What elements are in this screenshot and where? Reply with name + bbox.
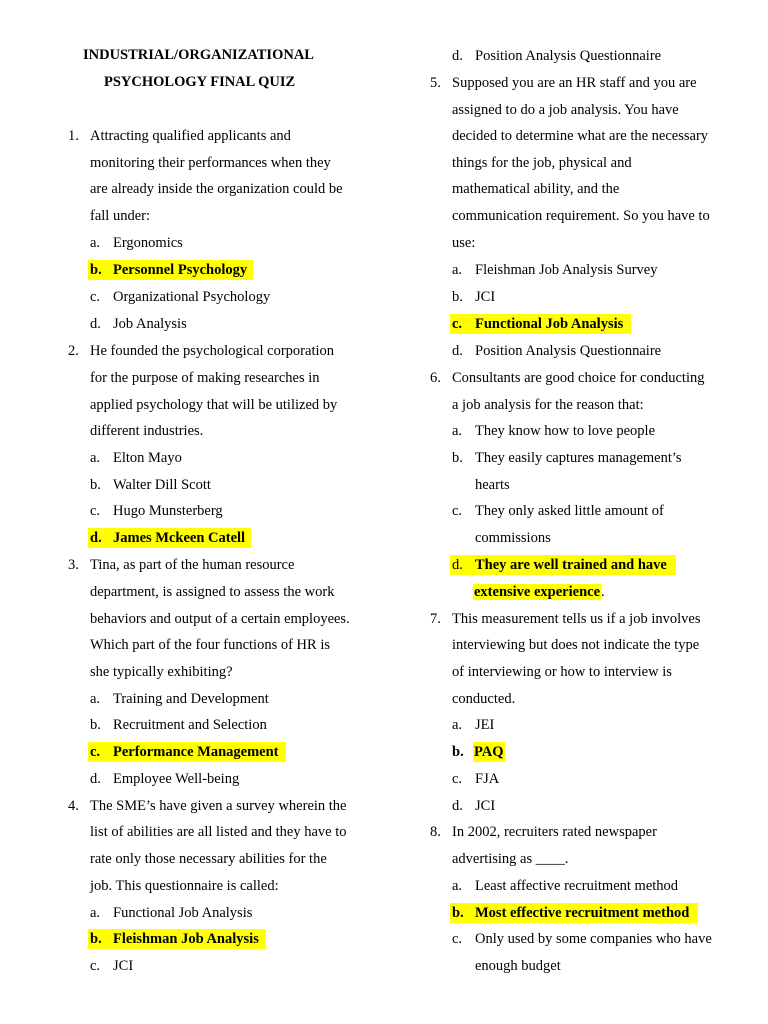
option-text: Only used by some companies who have — [475, 931, 712, 947]
question-text-line: Tina, as part of the human resource — [90, 557, 295, 573]
option-text: Fleishman Job Analysis Survey — [475, 262, 658, 278]
question-number: 6. — [430, 370, 441, 386]
question-text-line: she typically exhibiting? — [90, 664, 233, 680]
option-letter: d. — [452, 557, 463, 573]
question-text-line: He founded the psychological corporation — [90, 343, 335, 359]
option-letter: a. — [452, 717, 463, 733]
option-letter: b. — [90, 477, 101, 493]
option-text: Job Analysis — [113, 316, 187, 332]
option-letter: b. — [90, 262, 102, 278]
option-text: James Mckeen Catell — [113, 530, 246, 546]
option-text: JCI — [475, 798, 496, 814]
option-letter: a. — [90, 905, 101, 921]
option-letter: a. — [452, 878, 463, 894]
option-letter: c. — [90, 958, 101, 974]
option-text: Employee Well-being — [113, 771, 240, 787]
question-text-line: department, is assigned to assess the work — [90, 584, 335, 600]
option-letter: c. — [90, 289, 101, 305]
question-number: 1. — [68, 128, 79, 144]
option-letter: a. — [90, 235, 101, 251]
option-letter: b. — [452, 905, 464, 921]
option-text: Recruitment and Selection — [113, 717, 267, 733]
option-letter: c. — [452, 503, 463, 519]
option-letter: b. — [90, 931, 102, 947]
option-letter: c. — [90, 503, 101, 519]
option-letter: d. — [452, 798, 463, 814]
option-text: Functional Job Analysis — [475, 316, 624, 332]
option-text: JCI — [113, 958, 134, 974]
question-text-line: list of abilities are all listed and they have to — [90, 824, 347, 840]
option-letter: b. — [452, 744, 464, 760]
question-text-line: The SME’s have given a survey wherein the — [90, 798, 347, 814]
option-text: They only asked little amount of — [475, 503, 664, 519]
option-text-continued: hearts — [475, 477, 510, 493]
option-letter: c. — [452, 316, 463, 332]
question-text-line: In 2002, recruiters rated newspaper — [452, 824, 657, 840]
option-text: Functional Job Analysis — [113, 905, 253, 921]
question-text-line: of interviewing or how to interview is — [452, 664, 672, 680]
option-text: Position Analysis Questionnaire — [475, 343, 662, 359]
question-text-line: assigned to do a job analysis. You have — [452, 102, 679, 118]
question-text-line: job. This questionnaire is called: — [90, 878, 279, 894]
question-number: 3. — [68, 557, 79, 573]
answer-highlight — [88, 528, 251, 548]
option-suffix: . — [601, 584, 605, 600]
answer-highlight — [88, 742, 286, 762]
option-text-continued: commissions — [475, 530, 551, 546]
option-text: They know how to love people — [475, 423, 656, 439]
question-number: 2. — [68, 343, 79, 359]
option-letter: b. — [452, 289, 463, 305]
question-text-line: rate only those necessary abilities for the — [90, 851, 327, 867]
question-text-line: Supposed you are an HR staff and you are — [452, 75, 697, 91]
question-text-line: communication requirement. So you have to — [452, 208, 710, 224]
option-text: Fleishman Job Analysis — [113, 931, 259, 947]
option-text: Hugo Munsterberg — [113, 503, 223, 519]
option-text: They easily captures management’s — [475, 450, 682, 466]
question-number: 4. — [68, 798, 79, 814]
question-text-line: Consultants are good choice for conducting — [452, 370, 705, 386]
option-text: Training and Development — [113, 691, 269, 707]
answer-highlight: PAQ — [474, 744, 504, 760]
question-text-line: applied psychology that will be utilized by — [90, 397, 338, 413]
answer-highlight-continued — [473, 582, 605, 602]
option-text: Most effective recruitment method — [475, 905, 690, 921]
option-text: JCI — [475, 289, 496, 305]
option-text: JEI — [475, 717, 495, 733]
answer-highlight — [450, 314, 631, 334]
answer-highlight — [450, 903, 698, 923]
question-number: 7. — [430, 611, 441, 627]
question-text-line: mathematical ability, and the — [452, 181, 620, 197]
option-text: They are well trained and have — [475, 557, 667, 573]
option-letter: b. — [452, 450, 463, 466]
question-text-line: for the purpose of making researches in — [90, 370, 320, 386]
option-letter: d. — [90, 316, 101, 332]
option-letter: c. — [90, 744, 101, 760]
option-text: Position Analysis Questionnaire — [475, 48, 662, 64]
question-text-line: Attracting qualified applicants and — [90, 128, 291, 144]
question-text-line: decided to determine what are the necessary — [452, 128, 709, 144]
question-text-line: conducted. — [452, 691, 516, 707]
option-letter: c. — [452, 771, 463, 787]
option-letter: c. — [452, 931, 463, 947]
option-text: Elton Mayo — [113, 450, 182, 466]
question-text-line: behaviors and output of a certain employees. — [90, 611, 350, 627]
quiz-title-line-1: INDUSTRIAL/ORGANIZATIONAL — [83, 47, 314, 63]
option-text: Organizational Psychology — [113, 289, 271, 305]
question-text-line: different industries. — [90, 423, 204, 439]
option-letter: a. — [90, 691, 101, 707]
option-text: Personnel Psychology — [113, 262, 248, 278]
quiz-title-line-2: PSYCHOLOGY FINAL QUIZ — [104, 74, 296, 90]
question-text-line: interviewing but does not indicate the type — [452, 637, 700, 653]
option-letter: d. — [452, 343, 463, 359]
question-text-line: This measurement tells us if a job involves — [452, 611, 701, 627]
question-text-line: use: — [452, 235, 476, 251]
option-letter: a. — [452, 423, 463, 439]
option-letter: d. — [90, 530, 102, 546]
question-text-line: things for the job, physical and — [452, 155, 632, 171]
question-text-line: monitoring their performances when they — [90, 155, 331, 171]
option-letter: d. — [452, 48, 463, 64]
answer-highlight — [450, 555, 676, 575]
answer-highlight — [88, 929, 266, 949]
question-number: 5. — [430, 75, 441, 91]
option-text: Ergonomics — [113, 235, 183, 251]
option-text: FJA — [475, 771, 500, 787]
question-text-line: fall under: — [90, 208, 150, 224]
question-text-line: a job analysis for the reason that: — [452, 397, 644, 413]
question-number: 8. — [430, 824, 441, 840]
option-text: Least affective recruitment method — [475, 878, 679, 894]
option-letter: a. — [90, 450, 101, 466]
option-letter: b. — [90, 717, 101, 733]
option-letter: a. — [452, 262, 463, 278]
option-text-continued: extensive experience — [474, 584, 601, 600]
option-text-continued: enough budget — [475, 958, 561, 974]
option-letter: d. — [90, 771, 101, 787]
question-text-line: advertising as ____. — [452, 851, 569, 867]
answer-highlight — [88, 260, 253, 280]
question-text-line: are already inside the organization could be — [90, 181, 343, 197]
question-text-line: Which part of the four functions of HR is — [90, 637, 331, 653]
option-text: Walter Dill Scott — [113, 477, 211, 493]
option-text: Performance Management — [113, 744, 279, 760]
